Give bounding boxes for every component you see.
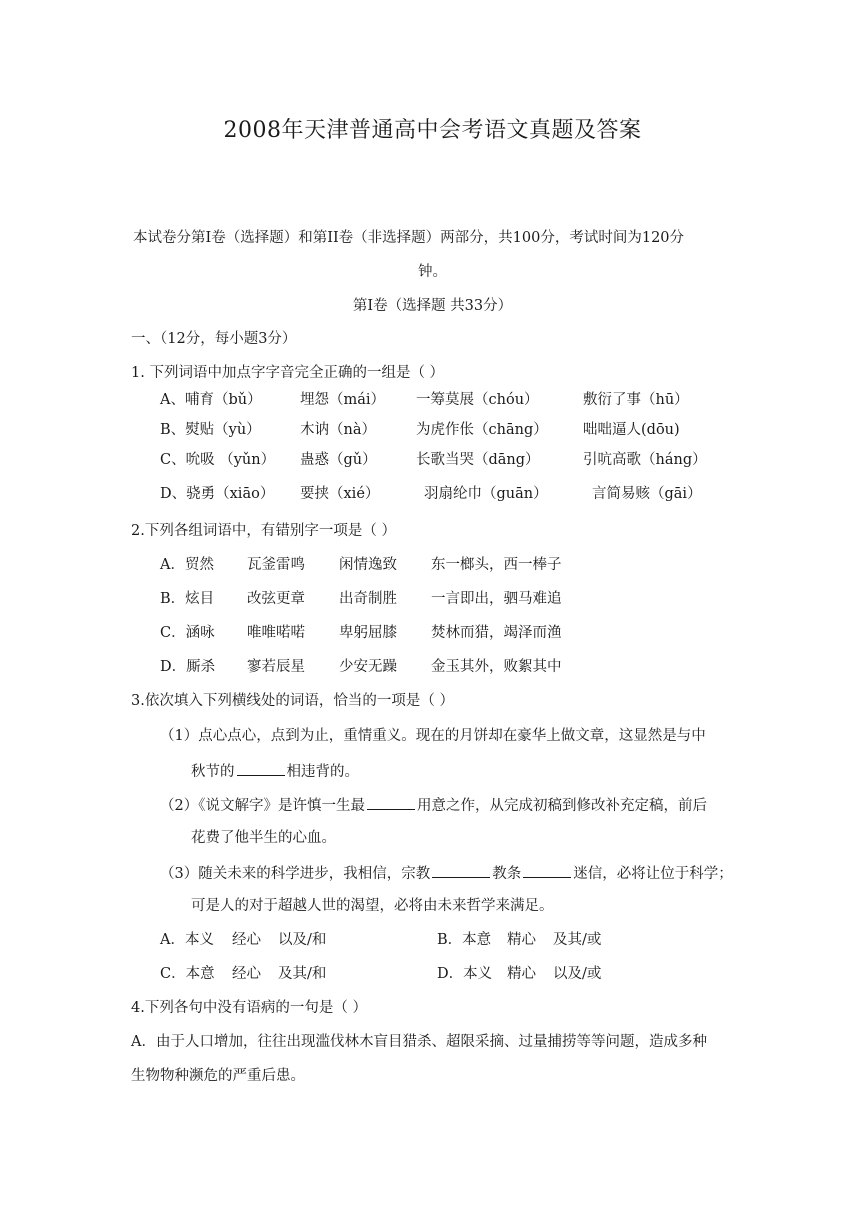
q3-opt-a-3: 以及/和: [278, 932, 327, 948]
q2-stem: 2.下列各组词语中，有错别字一项是（ ）: [131, 523, 396, 539]
q1-stem: 1. 下列词语中加点字字音完全正确的一组是（ ）: [131, 365, 445, 381]
q3-opt-b-2: 精心: [507, 932, 536, 948]
part1-heading: 第Ⅰ卷（选择题 共33分）: [352, 298, 513, 314]
q2-b-4: 一言即出，驷马难追: [431, 591, 562, 607]
q3-item1-line2: [191, 760, 359, 782]
q3-item3-line1: [160, 862, 733, 884]
q3-item2-post: 用意之作，从完成初稿到修改补充定稿，前后: [416, 798, 707, 814]
q3-item2-line1: [160, 794, 707, 816]
q2-d-3: 少安无躁: [339, 659, 397, 675]
q3-item3-mid: 教条: [492, 866, 522, 882]
q2-a-4: 东一榔头，西一棒子: [431, 557, 562, 573]
q1-a-1: A、哺育（bǔ）: [160, 392, 262, 408]
q3-opt-d-3: 以及/或: [553, 966, 602, 982]
q2-c-3: 卑躬屈膝: [339, 625, 397, 641]
q3-opt-c-1: C．本意: [160, 966, 215, 982]
q2-d-4: 金玉其外，败絮其中: [431, 659, 562, 675]
q2-c-4: 焚林而猎，竭泽而渔: [431, 625, 562, 641]
q1-d-4: 言简易赅（gāi）: [592, 486, 702, 502]
q3-stem: 3.依次填入下列横线处的词语，恰当的一项是（ ）: [131, 693, 454, 709]
q3-opt-d-1: D．本义: [437, 966, 493, 982]
q1-a-4: 敷衍了事（hū）: [583, 392, 689, 408]
q1-b-4: 咄咄逼人(dōu): [583, 422, 680, 438]
q2-b-1: B．炫目: [160, 591, 215, 607]
q2-c-2: 唯唯喏喏: [247, 625, 305, 641]
q1-a-3: 一筹莫展（chóu）: [416, 392, 539, 408]
q3-blank-2: [367, 794, 415, 810]
q3-item3-line2: 可是人的对于超越人世的渴望，必将由未来哲学来满足。: [191, 898, 554, 914]
q1-b-1: B、熨贴（yù）: [160, 422, 261, 438]
q3-item2-line2: 花费了他半生的心血。: [191, 830, 336, 846]
q4-opt-a-line1: A．由于人口增加，往往出现滥伐林木盲目猎杀、超限采摘、过量捕捞等等问题，造成多种: [131, 1034, 707, 1050]
q3-opt-b-3: 及其/或: [553, 932, 602, 948]
q1-c-1: C、吮吸 （yǔn）: [160, 452, 276, 468]
intro-line-2: 钟。: [418, 264, 447, 280]
q3-blank-3: [432, 862, 490, 878]
q2-a-3: 闲情逸致: [339, 557, 397, 573]
intro-line-1: 本试卷分第Ⅰ卷（选择题）和第II卷（非选择题）两部分，共100分，考试时间为120分: [133, 230, 685, 246]
q3-blank-4: [523, 862, 571, 878]
q3-item1-line1: （1）点心点心，点到为止，重情重义。现在的月饼却在豪华上做文章，这显然是与中: [160, 728, 706, 744]
q2-d-2: 寥若辰星: [247, 659, 305, 675]
section1-heading: 一、（12分，每小题3分）: [131, 331, 297, 347]
q3-opt-a-1: A．本义: [160, 932, 214, 948]
q2-a-2: 瓦釜雷鸣: [247, 557, 305, 573]
q4-stem: 4.下列各句中没有语病的一句是（ ）: [131, 1000, 367, 1016]
q1-b-3: 为虎作伥（chāng）: [416, 422, 548, 438]
document-title: 2008年天津普通高中会考语文真题及答案: [223, 118, 642, 143]
q2-c-1: C．涵咏: [160, 625, 215, 641]
q3-opt-c-3: 及其/和: [278, 966, 327, 982]
q1-c-4: 引吭高歌（háng）: [583, 452, 707, 468]
q1-d-3: 羽扇纶巾（guān）: [424, 486, 548, 502]
q3-item1-post: 相违背的。: [286, 764, 359, 780]
q2-b-2: 改弦更章: [247, 591, 305, 607]
q3-opt-a-2: 经心: [232, 932, 261, 948]
q4-opt-a-line2: 生物物种濒危的严重后患。: [131, 1068, 305, 1084]
q1-c-3: 长歌当哭（dāng）: [416, 452, 540, 468]
q3-item3-pre: （3）随关未来的科学进步，我相信，宗教: [160, 866, 431, 882]
q3-opt-b-1: B．本意: [437, 932, 492, 948]
q1-c-2: 蛊惑（gǔ）: [300, 452, 377, 468]
q3-item1-pre: 秋节的: [191, 764, 235, 780]
q2-b-3: 出奇制胜: [339, 591, 397, 607]
q3-opt-d-2: 精心: [507, 966, 536, 982]
q1-b-2: 木讷（nà）: [300, 422, 376, 438]
q2-d-1: D．厮杀: [160, 659, 216, 675]
q3-opt-c-2: 经心: [232, 966, 261, 982]
q2-a-1: A．贸然: [160, 557, 214, 573]
q3-item2-pre: （2）《说文解字》是许慎一生最: [160, 798, 365, 814]
q3-blank-1: [237, 760, 285, 776]
q1-d-1: D、骁勇（xiāo）: [160, 486, 275, 502]
q1-d-2: 要挟（xié）: [300, 486, 380, 502]
q3-item3-post: 迷信，必将让位于科学；: [573, 866, 733, 882]
q1-a-2: 埋怨（mái）: [300, 392, 386, 408]
